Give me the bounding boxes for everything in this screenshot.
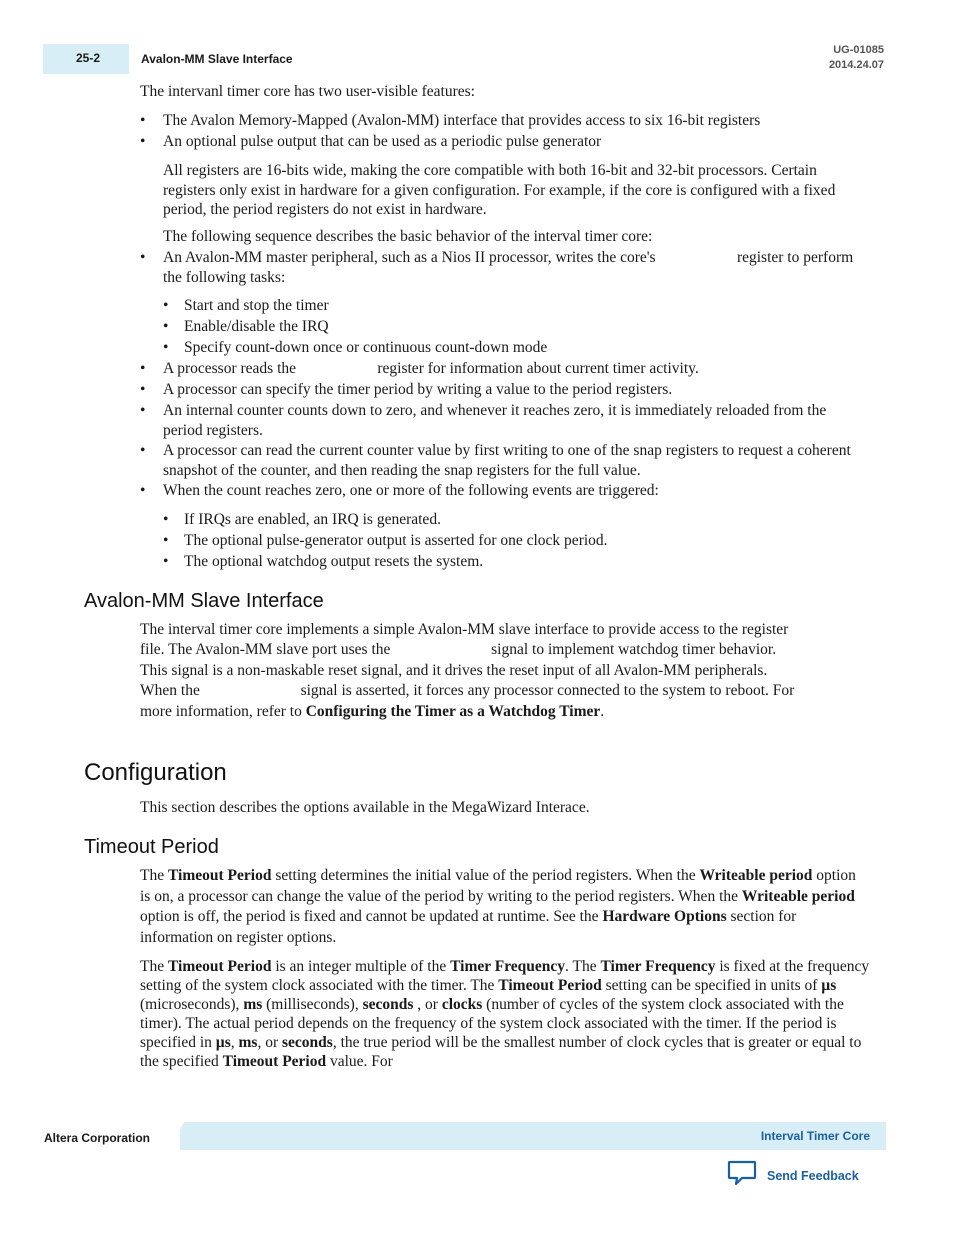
bullet-dot: • bbox=[140, 249, 146, 266]
bullet-dot: • bbox=[140, 112, 146, 129]
document-id bbox=[829, 43, 884, 73]
doc-number: UG-01085 bbox=[833, 44, 884, 56]
text-run: option is on, a processor can change the value of the period by writing to the period registers. When the bbox=[140, 867, 856, 905]
configuration-text: This section describes the options available in the MegaWizard Interace. bbox=[140, 799, 590, 816]
bullet-dot: • bbox=[140, 133, 146, 150]
bullet-dot: • bbox=[140, 402, 146, 419]
text-run: is an integer multiple of the bbox=[271, 958, 451, 975]
bold-term: Timeout Period bbox=[498, 976, 602, 994]
chapter-heading-configuration: Configuration bbox=[84, 759, 227, 786]
send-feedback-label: Send Feedback bbox=[767, 1168, 859, 1183]
text-run: The bbox=[140, 867, 168, 884]
bullet-dot: • bbox=[140, 482, 146, 499]
avalon-line: This signal is a non-maskable reset signal, and it drives the reset input of all Avalon-MM peripherals. bbox=[140, 662, 768, 679]
section-heading-avalon: Avalon-MM Slave Interface bbox=[84, 590, 324, 612]
event-item: If IRQs are enabled, an IRQ is generated. bbox=[184, 511, 441, 528]
timeout-paragraph-1 bbox=[140, 866, 870, 948]
avalon-line bbox=[140, 702, 870, 722]
task-item: Specify count-down once or continuous count-down mode bbox=[184, 339, 548, 356]
text-run: value. For bbox=[326, 1052, 393, 1070]
bullet-dot: • bbox=[163, 532, 169, 549]
bold-term: Timer Frequency bbox=[450, 958, 566, 975]
bold-term: seconds bbox=[281, 1033, 333, 1051]
text-run: . bbox=[600, 703, 605, 720]
avalon-line: file. The Avalon-MM slave port uses the signal to implement watchdog timer behavior. bbox=[140, 641, 777, 658]
text-run: section for information on register options. bbox=[140, 908, 797, 946]
bold-term: Timer Frequency bbox=[600, 958, 716, 975]
sequence-item: A processor can read the current counter value by first writing to one of the snap registers to request a coherent snapshot of the counter, and then reading the snap registers for the full value. bbox=[163, 442, 851, 479]
text-run: , or bbox=[413, 995, 442, 1013]
registers-paragraph: All registers are 16-bits wide, making the core compatible with both 16-bit and 32-bit processors. Certain registers only exist in hardware for a given configuration. For example, if the core is configured with a fixed period, the period registers do not exist in hardware. bbox=[163, 162, 836, 218]
avalon-line: The interval timer core implements a simple Avalon-MM slave interface to provide access to the register bbox=[140, 621, 789, 638]
text-run: setting determines the initial value of the period registers. When the bbox=[271, 867, 700, 884]
event-item: The optional watchdog output resets the system. bbox=[184, 553, 484, 570]
text-run: , or bbox=[257, 1033, 282, 1051]
sequence-intro: The following sequence describes the basic behavior of the interval timer core: bbox=[163, 228, 653, 245]
sequence-item: An internal counter counts down to zero, and whenever it reaches zero, it is immediately reloaded from the period registers. bbox=[163, 402, 827, 439]
bold-term: seconds bbox=[362, 995, 414, 1013]
text-run: more information, refer to bbox=[140, 703, 306, 720]
sequence-item: An Avalon-MM master peripheral, such as a Nios II processor, writes the core's register to perform the following tasks: bbox=[163, 249, 858, 286]
page-number: 25-2 bbox=[75, 51, 101, 65]
speech-bubble-icon bbox=[727, 1159, 757, 1192]
send-feedback-button[interactable] bbox=[727, 1159, 859, 1192]
bold-term: clocks bbox=[441, 995, 483, 1013]
bold-term: Writeable period bbox=[741, 887, 855, 905]
text-run: setting can be specified in units of bbox=[601, 976, 822, 994]
text-run: The bbox=[140, 958, 168, 975]
feature-item: The Avalon Memory-Mapped (Avalon-MM) interface that provides access to six 16-bit registers bbox=[163, 112, 761, 129]
intro-lead: The intervanl timer core has two user-visible features: bbox=[140, 83, 475, 100]
text-run: , bbox=[230, 1033, 239, 1051]
text-run: (number of cycles of the system clock associated with the timer). The actual period depends on the frequency of the system clock associated with the timer. If the period is specified in bbox=[140, 995, 844, 1051]
text-run: (microseconds), bbox=[140, 995, 244, 1013]
text-run: (milliseconds), bbox=[262, 995, 363, 1013]
bullet-dot: • bbox=[140, 442, 146, 459]
bullet-dot: • bbox=[163, 511, 169, 528]
sequence-item: A processor can specify the timer period by writing a value to the period registers. bbox=[163, 381, 673, 398]
running-head: Avalon-MM Slave Interface bbox=[141, 52, 293, 66]
task-item: Start and stop the timer bbox=[184, 297, 329, 314]
bullet-dot: • bbox=[163, 297, 169, 314]
bold-term: ms bbox=[243, 995, 263, 1013]
timeout-paragraph-2 bbox=[140, 958, 870, 1071]
bold-term: Hardware Options bbox=[602, 908, 727, 925]
sequence-item: When the count reaches zero, one or more of the following events are triggered: bbox=[163, 482, 659, 499]
text-run: . The bbox=[565, 958, 601, 975]
bullet-dot: • bbox=[140, 381, 146, 398]
bold-term: ms bbox=[238, 1033, 258, 1051]
footer-band-notch bbox=[170, 1122, 184, 1150]
doc-date: 2014.24.07 bbox=[828, 59, 884, 71]
bold-term: Timeout Period bbox=[167, 867, 272, 884]
text-run: is fixed at the frequency setting of the system clock associated with the timer. The bbox=[140, 958, 870, 994]
cross-reference-link[interactable]: Configuring the Timer as a Watchdog Timer bbox=[305, 703, 601, 720]
bold-term: µs bbox=[215, 1033, 231, 1051]
bold-term: Timeout Period bbox=[167, 958, 272, 975]
section-heading-timeout: Timeout Period bbox=[84, 836, 219, 858]
sequence-item: A processor reads the register for information about current timer activity. bbox=[163, 360, 699, 377]
feature-item: An optional pulse output that can be used as a periodic pulse generator bbox=[163, 133, 602, 150]
bullet-dot: • bbox=[163, 553, 169, 570]
avalon-line: When the signal is asserted, it forces any processor connected to the system to reboot. For bbox=[140, 682, 795, 699]
chapter-link[interactable]: Interval Timer Core bbox=[760, 1129, 870, 1143]
event-item: The optional pulse-generator output is asserted for one clock period. bbox=[184, 532, 608, 549]
task-item: Enable/disable the IRQ bbox=[184, 318, 329, 335]
bold-term: µs bbox=[821, 976, 837, 994]
bullet-dot: • bbox=[163, 318, 169, 335]
text-run: , the true period will be the smallest number of clock cycles that is greater or equal to the specified bbox=[140, 1033, 862, 1070]
company-name: Altera Corporation bbox=[44, 1131, 151, 1145]
bullet-dot: • bbox=[163, 339, 169, 356]
text-run: option is off, the period is fixed and cannot be updated at runtime. See the bbox=[140, 908, 603, 925]
bold-term: Timeout Period bbox=[222, 1052, 327, 1070]
bullet-dot: • bbox=[140, 360, 146, 377]
bold-term: Writeable period bbox=[699, 867, 813, 884]
